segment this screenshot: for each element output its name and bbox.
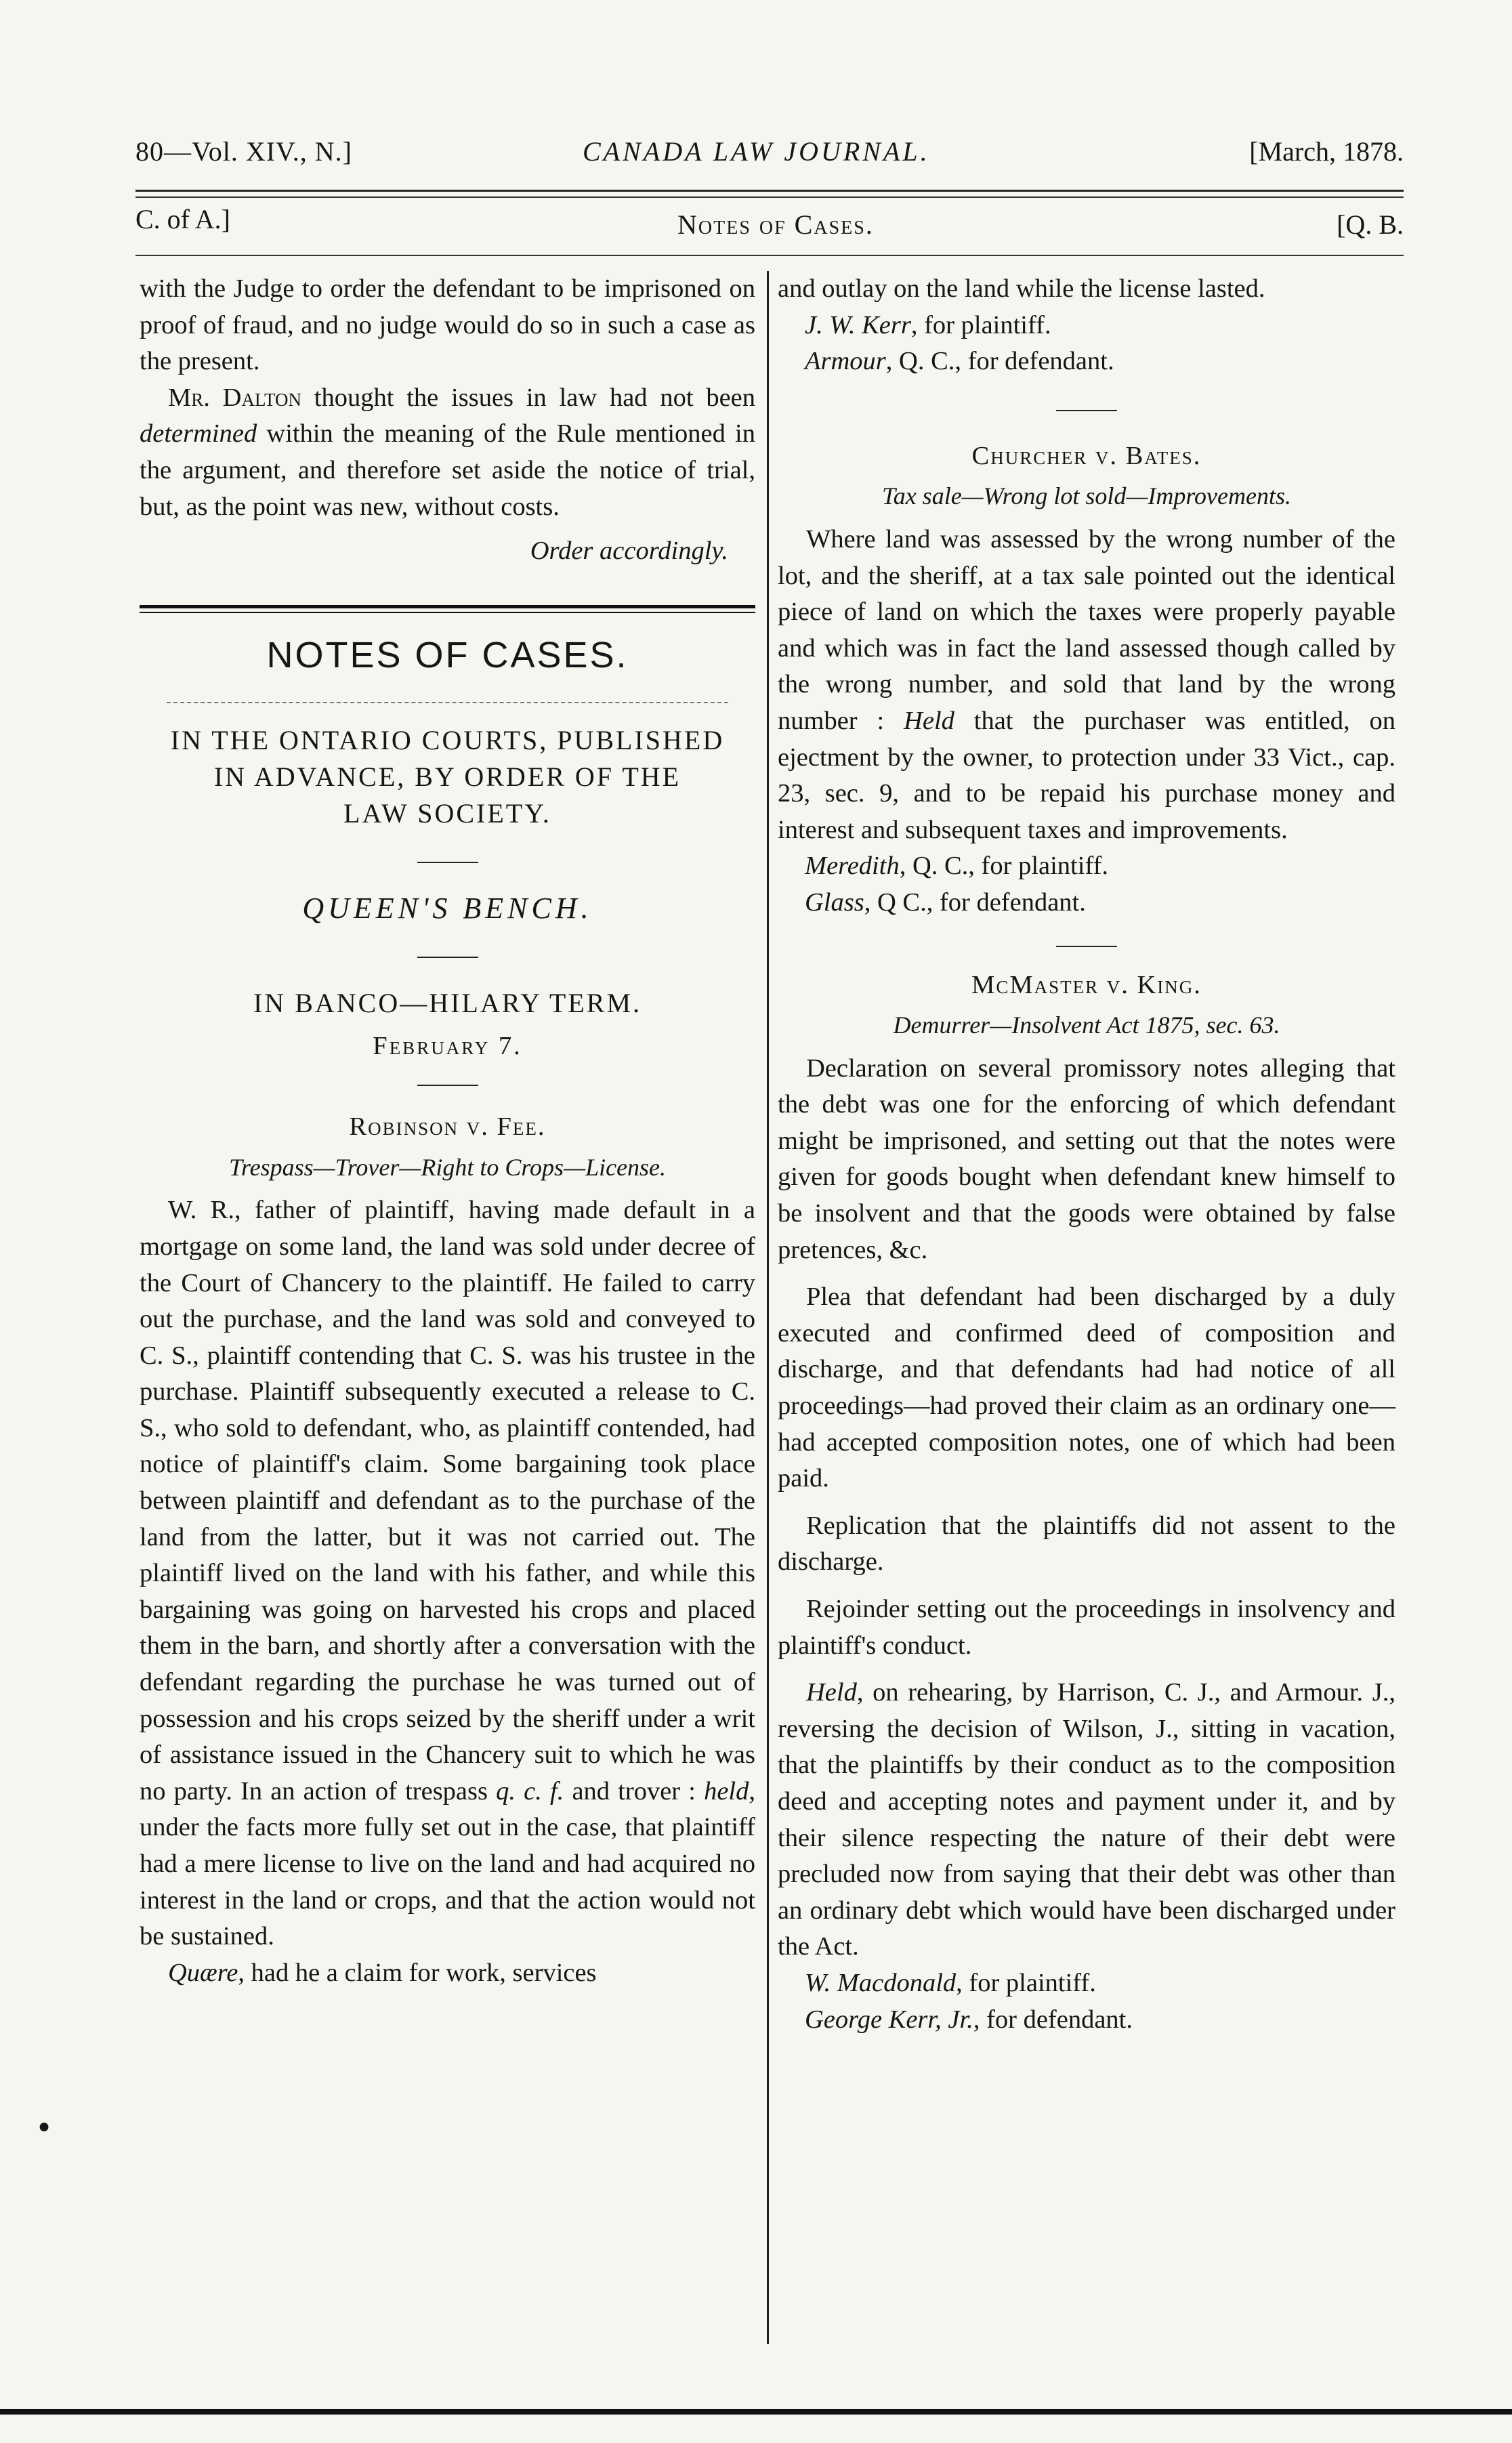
case-body-qcf: q. c. f. xyxy=(496,1776,564,1805)
counsel-name: Armour xyxy=(805,347,886,376)
short-rule xyxy=(417,862,478,863)
case-title: McMaster v. King. xyxy=(971,970,1202,999)
case-title: Churcher v. Bates. xyxy=(971,441,1202,470)
dalton-name: Mr. Dalton xyxy=(168,383,301,412)
case-body xyxy=(778,522,1395,848)
section-title: Notes of Cases. xyxy=(677,209,874,240)
held-word: Held xyxy=(806,1678,857,1707)
dalton-emphasis: determined xyxy=(140,419,257,448)
quaere-word: Quære xyxy=(168,1958,238,1987)
case-headnote: Trespass—Trover—Right to Crops—License. xyxy=(228,1153,667,1181)
case-body-held: held xyxy=(704,1776,749,1805)
issue-date: [March, 1878. xyxy=(1249,136,1404,167)
case-body-a: Where land was assessed by the wrong number of the lot, and the sheriff, at a tax sale pointed out the identical piece of land on which the taxes were properly payable and which was in fact the land assessed though called by the wrong number, and sold that land by the wrong number : xyxy=(778,524,1395,735)
right-column xyxy=(778,271,1395,2038)
counsel-role: , Q. C., for plaintiff. xyxy=(899,852,1109,881)
running-header xyxy=(135,135,1404,176)
counsel-plaintiff xyxy=(778,848,1395,885)
dalton-paragraph xyxy=(140,380,755,525)
counsel-defendant xyxy=(778,885,1395,921)
court-line-3: LAW SOCIETY. xyxy=(343,798,551,829)
counsel-role: , for defendant. xyxy=(973,2005,1133,2034)
case-body-b: and trover : xyxy=(564,1776,705,1805)
counsel-name: George Kerr, Jr. xyxy=(805,2005,973,2034)
short-rule xyxy=(417,957,478,958)
rejoinder-paragraph: Rejoinder setting out the proceedings in insolvency and plaintiff's conduct. xyxy=(778,1595,1395,1660)
case-headnote: Demurrer—Insolvent Act 1875, sec. 63. xyxy=(893,1011,1280,1039)
counsel-name: J. W. Kerr xyxy=(805,310,911,339)
continued-paragraph: with the Judge to order the defendant to be imprisoned on proof of fraud, and no judge would do so in such a case as the present. xyxy=(140,274,755,376)
court-line-2: IN ADVANCE, BY ORDER OF THE xyxy=(213,761,681,793)
held-text: , on rehearing, by Harrison, C. J., and Armour. J., reversing the decision of Wilson, J., sitting in vacation, that the plaintiffs by their conduct as to the composition deed and accepting notes and payment under it, and by their silence respecting the nature of their debt were precluded now from saying that their debt was other than an ordinary debt which would have been discharged under the Act. xyxy=(778,1678,1395,1961)
term-heading: IN BANCO—HILARY TERM. xyxy=(253,987,642,1018)
court-line-1: IN THE ONTARIO COURTS, PUBLISHED xyxy=(170,725,725,756)
counsel-defendant xyxy=(778,343,1395,380)
counsel-name: W. Macdonald xyxy=(805,1968,957,1997)
dalton-text-a: thought the issues in law had not been xyxy=(301,383,756,412)
plea-paragraph: Plea that defendant had been discharged by a duly executed and confirmed deed of composition and discharge, and that defendants had had notice of all proceedings—had proved their claim as an ordinary one—had accepted composition notes, one of which had been paid. xyxy=(778,1282,1395,1493)
order-line: Order accordingly. xyxy=(530,537,728,566)
notes-of-cases-heading: NOTES OF CASES. xyxy=(266,634,629,675)
court-left: C. of A.] xyxy=(135,204,230,234)
counsel-plaintiff xyxy=(778,1965,1395,2002)
case-headnote: Tax sale—Wrong lot sold—Improvements. xyxy=(881,482,1291,510)
column-divider xyxy=(767,271,769,2344)
counsel-name: Glass xyxy=(805,888,864,917)
counsel-defendant xyxy=(778,2002,1395,2039)
counsel-role: , for plaintiff. xyxy=(956,1968,1096,1997)
counsel-role: , Q C., for defendant. xyxy=(864,888,1086,917)
case-body xyxy=(140,1192,755,1955)
case-body-c: , under the facts more fully set out in the case, that plaintiff had a mere license to live on the land and had acquired no interest in the land or crops, and that the action would not be sustained. xyxy=(140,1776,755,1951)
case-body-a: W. R., father of plaintiff, having made default in a mortgage on some land, the land was sold under decree of the Court of Chancery to the plaintiff. He failed to carry out the purchase, and the land was sold and conveyed to C. S., plaintiff contending that C. S. was his trustee in the purchase. Plaintiff subsequently executed a release to C. S., who sold to defendant, who, as plaintiff contended, had notice of plaintiff's claim. Some bargaining took place between plaintiff and defendant as to the purchase of the land from the latter, but it was not carried out. The plaintiff lived on the land with his father, and while this bargaining was going on harvested his crops and placed them in the barn, and shortly after a conversation with the defendant regarding the purchase he was turned out of possession and his crops seized by the sheriff under a writ of assistance issued in the Chancery suit to which he was no party. In an action of trespass xyxy=(140,1196,755,1805)
section-header xyxy=(135,203,1404,244)
quaere-text: , had he a claim for work, services xyxy=(238,1958,597,1987)
dashed-rule xyxy=(167,702,728,703)
court-subheading xyxy=(140,722,755,832)
quaere-paragraph xyxy=(140,1955,755,1992)
case-body-held: Held xyxy=(904,706,954,735)
header-rule-thin xyxy=(135,196,1404,198)
journal-title: CANADA LAW JOURNAL. xyxy=(583,136,930,167)
left-column xyxy=(140,271,755,1991)
short-rule xyxy=(1056,946,1117,947)
court-right: [Q. B. xyxy=(1337,209,1404,240)
section-rule xyxy=(135,255,1404,256)
dalton-text-b: within the meaning of the Rule mentioned in the argument, and therefore set aside the notice of trial, but, as the point was new, without costs. xyxy=(140,419,755,521)
case-title: Robinson v. Fee. xyxy=(349,1112,546,1142)
counsel-name: Meredith xyxy=(805,852,900,881)
page-volume: 80—Vol. XIV., N.] xyxy=(135,136,352,167)
replication-paragraph: Replication that the plaintiffs did not assent to the discharge. xyxy=(778,1511,1395,1577)
short-rule xyxy=(417,1085,478,1086)
counsel-role: , Q. C., for defendant. xyxy=(885,347,1114,376)
continued-paragraph: and outlay on the land while the license lasted. xyxy=(778,274,1265,303)
margin-blot: ● xyxy=(38,2115,51,2137)
declaration-paragraph: Declaration on several promissory notes alleging that the debt was one for the enforcing of which defendant might be imprisoned, and setting out that the notes were given for goods bought when defendant knew himself to be insolvent and that the goods were obtained by false pretences, &c. xyxy=(778,1053,1395,1264)
counsel-role: , for plaintiff. xyxy=(910,310,1051,339)
held-paragraph xyxy=(778,1675,1395,1965)
header-rule xyxy=(135,190,1404,192)
case-body-b: that the purchaser was entitled, on ejectment by the owner, to protection under 33 Vict., cap. 23, sec. 9, and to be repaid his purchase money and interest and subsequent taxes and improvements. xyxy=(778,706,1395,844)
queens-bench-heading: QUEEN'S BENCH. xyxy=(302,892,593,925)
short-rule xyxy=(1056,410,1117,411)
section-double-rule xyxy=(140,605,755,613)
counsel-plaintiff xyxy=(778,308,1395,344)
sitting-date: February 7. xyxy=(373,1031,522,1060)
page-bottom-rule xyxy=(0,2409,1512,2415)
